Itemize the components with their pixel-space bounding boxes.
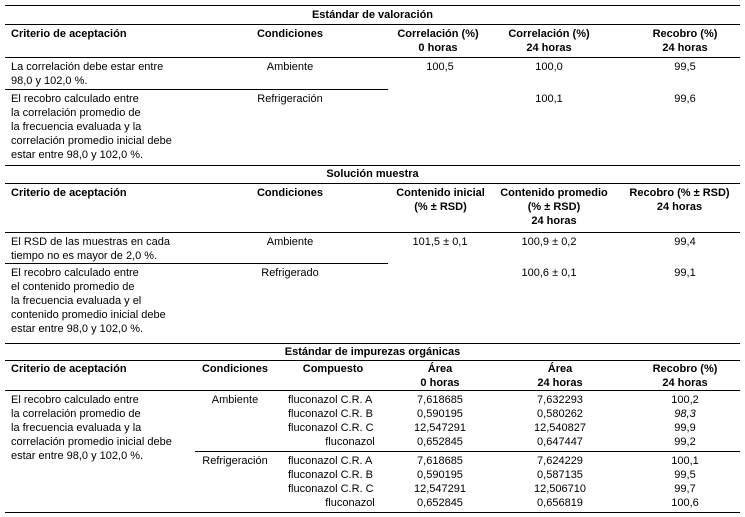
- value-cell: 100,9 ± 0,2: [521, 236, 577, 248]
- rule: [5, 183, 740, 184]
- criterion-text: El recobro calculado entre el contenido promedio de la frecuencia evaluada y el contenido promedio inicial debe estar entre 98,0 y 102,0 %.: [11, 267, 166, 335]
- value-cell: 99,6: [674, 93, 696, 105]
- rule: [5, 57, 740, 58]
- compound-cell: fluconazol: [325, 497, 375, 509]
- rule: [5, 343, 740, 344]
- rule: [5, 512, 740, 513]
- value-cell: 0,647447: [537, 436, 583, 448]
- header-condiciones: Condiciones: [256, 187, 323, 199]
- header-recobro-rsd: Recobro (% ± RSD) 24 horas: [629, 187, 730, 213]
- header-condiciones: Condiciones: [256, 28, 323, 40]
- value-cell: 100,1: [671, 455, 699, 467]
- criterion-text: La correlación debe estar entre 98,0 y 102,0 %.: [11, 61, 164, 87]
- value-cell: 101,5 ± 0,1: [412, 236, 468, 248]
- value-cell: 100,5: [426, 61, 454, 73]
- rule: [5, 5, 740, 6]
- rule: [5, 263, 388, 264]
- value-cell: 0,652845: [417, 436, 463, 448]
- value-cell: 12,547291: [414, 483, 466, 495]
- value-cell: 0,652845: [417, 497, 463, 509]
- value-cell: 99,5: [674, 61, 696, 73]
- compound-cell: fluconazol C.R. B: [288, 408, 373, 420]
- value-cell: 99,5: [674, 469, 696, 481]
- criterion-text: El RSD de las muestras en cada tiempo no es mayor de 2,0 %.: [11, 236, 170, 262]
- header-recobro-24h: Recobro (%) 24 horas: [652, 363, 718, 389]
- compound-cell: fluconazol C.R. C: [288, 483, 374, 495]
- header-area-24h: Área 24 horas: [537, 363, 583, 389]
- rule: [5, 89, 388, 90]
- value-cell: 100,6: [671, 497, 699, 509]
- rule: [5, 24, 740, 25]
- header-area-0h: Área 0 horas: [420, 363, 460, 389]
- value-cell: 0,590195: [417, 408, 463, 420]
- compound-cell: fluconazol C.R. A: [288, 394, 373, 406]
- value-cell: 7,618685: [417, 394, 463, 406]
- condition-cell: Ambiente: [266, 61, 314, 73]
- value-cell: 0,587135: [537, 469, 583, 481]
- rule: [5, 232, 740, 233]
- value-cell: 99,9: [674, 422, 696, 434]
- section-title-solucion-muestra: Solución muestra: [326, 168, 419, 180]
- criterion-text: El recobro calculado entre la correlación promedio de la frecuencia evaluada y la correlación promedio inicial debe estar entre 98,0 y 102,0 %.: [11, 394, 172, 462]
- criterion-text: El recobro calculado entre la correlación promedio de la frecuencia evaluada y la correlación promedio inicial debe estar entre 98,0 y 102,0 %.: [11, 93, 172, 161]
- value-cell: 0,580262: [537, 408, 583, 420]
- compound-cell: fluconazol C.R. B: [288, 469, 373, 481]
- condition-cell: Refrigeración: [257, 93, 323, 105]
- value-cell: 100,2: [671, 394, 699, 406]
- rule: [195, 451, 740, 452]
- value-cell: 0,590195: [417, 469, 463, 481]
- value-cell: 100,1: [535, 93, 563, 105]
- header-contenido-inicial: Contenido inicial (% ± RSD): [396, 187, 485, 213]
- condition-cell: Ambiente: [211, 394, 259, 406]
- value-cell: 7,618685: [417, 455, 463, 467]
- compound-cell: fluconazol C.R. A: [288, 455, 373, 467]
- header-recobro-24h: Recobro (%) 24 horas: [652, 28, 718, 54]
- value-cell: 12,547291: [414, 422, 466, 434]
- header-criterio: Criterio de aceptación: [11, 28, 127, 40]
- compound-cell: fluconazol: [325, 436, 375, 448]
- value-cell: 99,7: [674, 483, 696, 495]
- header-correlacion-0h: Correlación (%) 0 horas: [397, 28, 479, 54]
- section-title-valoracion: Estándar de valoración: [311, 9, 434, 21]
- condition-cell: Ambiente: [266, 236, 314, 248]
- rule: [5, 360, 740, 361]
- header-condiciones: Condiciones: [201, 363, 268, 375]
- rule: [5, 390, 740, 391]
- header-correlacion-24h: Correlación (%) 24 horas: [508, 28, 590, 54]
- condition-cell: Refrigeración: [202, 455, 268, 467]
- header-criterio: Criterio de aceptación: [11, 187, 127, 199]
- header-compuesto: Compuesto: [302, 363, 364, 375]
- value-cell: 99,4: [674, 236, 696, 248]
- value-cell: 100,0: [535, 61, 563, 73]
- value-cell: 7,632293: [537, 394, 583, 406]
- section-title-impurezas: Estándar de impurezas orgánicas: [284, 346, 461, 358]
- value-cell: 7,624229: [537, 455, 583, 467]
- header-contenido-promedio: Contenido promedio (% ± RSD) 24 horas: [500, 187, 608, 227]
- value-cell: 99,1: [674, 267, 696, 279]
- condition-cell: Refrigerado: [261, 267, 319, 279]
- value-cell: 12,540827: [534, 422, 586, 434]
- value-cell: 99,2: [674, 436, 696, 448]
- value-cell: 0,656819: [537, 497, 583, 509]
- value-cell: 100,6 ± 0,1: [521, 267, 577, 279]
- value-cell: 98,3: [674, 408, 696, 420]
- header-criterio: Criterio de aceptación: [11, 363, 127, 375]
- compound-cell: fluconazol C.R. C: [288, 422, 374, 434]
- value-cell: 12,506710: [534, 483, 586, 495]
- rule: [5, 165, 740, 166]
